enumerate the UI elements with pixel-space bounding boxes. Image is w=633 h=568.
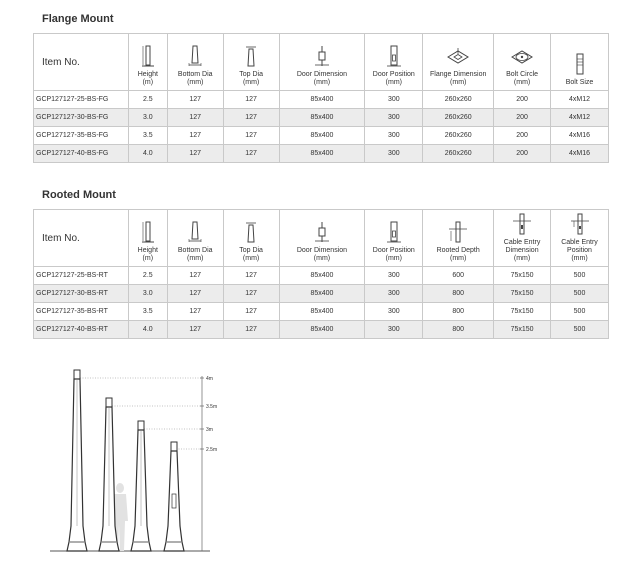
table-cell: 800 bbox=[423, 321, 494, 339]
pole-door bbox=[172, 494, 176, 508]
table-cell: 500 bbox=[551, 285, 609, 303]
col-label-line: Cable Entry bbox=[561, 239, 598, 246]
table-cell: 300 bbox=[365, 145, 423, 163]
table-cell: 4.0 bbox=[128, 145, 167, 163]
rooted-col-label bbox=[280, 247, 365, 266]
rooted-mount-title: Rooted Mount bbox=[42, 189, 116, 201]
col-label-line: Rooted Depth bbox=[436, 247, 480, 254]
rooted-col-header bbox=[279, 210, 365, 267]
table-cell: 3.5 bbox=[128, 303, 167, 321]
table-cell: 800 bbox=[423, 285, 494, 303]
table-cell: 200 bbox=[494, 145, 551, 163]
item-number-cell: GCP127127-25-BS-RT bbox=[34, 267, 129, 285]
table-cell: 75x150 bbox=[494, 321, 551, 339]
table-cell: 85x400 bbox=[279, 91, 365, 109]
height-label-2-5m: 2.5m bbox=[206, 447, 218, 453]
bottom-dia-icon bbox=[168, 45, 223, 69]
cable-entry-dimension-icon bbox=[494, 213, 550, 237]
table-cell: 75x150 bbox=[494, 285, 551, 303]
table-cell: 260x260 bbox=[423, 127, 494, 145]
col-label-line: Bottom Dia bbox=[177, 247, 213, 254]
flange-col-label bbox=[129, 71, 167, 90]
flange-col-header bbox=[223, 34, 279, 91]
table-cell: 85x400 bbox=[279, 145, 365, 163]
table-cell: 300 bbox=[365, 109, 423, 127]
rooted-col-label bbox=[365, 247, 422, 266]
flange-col-header bbox=[494, 34, 551, 91]
rooted-col-header bbox=[223, 210, 279, 267]
col-label-line: (mm) bbox=[242, 79, 260, 86]
table-cell: 4.0 bbox=[128, 321, 167, 339]
flange-dimension-icon bbox=[423, 47, 493, 69]
top-dia-icon bbox=[224, 221, 279, 245]
rooted-col-label bbox=[494, 239, 550, 266]
table-row bbox=[34, 303, 609, 321]
table-cell: 127 bbox=[223, 267, 279, 285]
table-cell: 127 bbox=[167, 145, 223, 163]
flange-col-label bbox=[365, 71, 422, 90]
flange-col-header bbox=[128, 34, 167, 91]
pole-height-icon bbox=[129, 221, 167, 245]
table-cell: 600 bbox=[423, 267, 494, 285]
rooted-col-header bbox=[423, 210, 494, 267]
height-label-4m: 4m bbox=[206, 376, 213, 382]
col-label-line: Position bbox=[567, 247, 592, 254]
rooted-col-header bbox=[494, 210, 551, 267]
item-number-cell: GCP127127-40-BS-FG bbox=[34, 145, 129, 163]
top-dia-icon bbox=[224, 45, 279, 69]
pole-3m bbox=[131, 421, 151, 551]
col-label-line: (mm) bbox=[187, 255, 204, 262]
table-cell: 85x400 bbox=[279, 267, 365, 285]
flange-col-label bbox=[224, 71, 279, 90]
table-cell: 127 bbox=[167, 321, 223, 339]
bottom-dia-icon bbox=[168, 221, 223, 245]
table-cell: 200 bbox=[494, 91, 551, 109]
col-label-line: Cable Entry bbox=[503, 239, 541, 246]
table-cell: 127 bbox=[223, 91, 279, 109]
pole-4m bbox=[67, 370, 87, 551]
col-label-line: Bottom Dia bbox=[177, 71, 213, 78]
table-cell: 127 bbox=[223, 285, 279, 303]
flange-col-header bbox=[365, 34, 423, 91]
bolt-circle-icon bbox=[494, 47, 550, 69]
table-cell: 500 bbox=[551, 303, 609, 321]
table-cell: 2.5 bbox=[128, 267, 167, 285]
table-row bbox=[34, 321, 609, 339]
col-label-line: (mm) bbox=[513, 79, 531, 86]
item-number-cell: GCP127127-35-BS-FG bbox=[34, 127, 129, 145]
pole-height-icon bbox=[129, 45, 167, 69]
col-label-line: Height bbox=[137, 71, 158, 78]
table-row bbox=[34, 145, 609, 163]
door-dimension-icon bbox=[280, 45, 365, 69]
table-cell: 3.5 bbox=[128, 127, 167, 145]
table-cell: 85x400 bbox=[279, 303, 365, 321]
table-row bbox=[34, 91, 609, 109]
table-cell: 127 bbox=[223, 303, 279, 321]
door-position-icon bbox=[365, 221, 422, 245]
table-cell: 85x400 bbox=[279, 109, 365, 127]
col-label-line: (mm) bbox=[450, 255, 467, 262]
rooted-col-label bbox=[224, 247, 279, 266]
flange-header-row bbox=[34, 34, 609, 91]
flange-col-label bbox=[494, 71, 550, 90]
item-number-cell: GCP127127-25-BS-FG bbox=[34, 91, 129, 109]
col-label-line: (m) bbox=[142, 79, 154, 86]
table-cell: 2.5 bbox=[128, 91, 167, 109]
door-dimension-icon bbox=[280, 221, 365, 245]
table-cell: 800 bbox=[423, 303, 494, 321]
item-number-cell: GCP127127-30-BS-RT bbox=[34, 285, 129, 303]
col-label-line: (mm) bbox=[450, 79, 467, 86]
table-cell: 127 bbox=[223, 127, 279, 145]
flange-col-label bbox=[280, 71, 365, 90]
table-cell: 4xM12 bbox=[551, 91, 609, 109]
flange-col-label bbox=[551, 79, 608, 90]
rooted-header-row bbox=[34, 210, 609, 267]
col-label-line: (mm) bbox=[242, 255, 260, 262]
pole-height-comparison-diagram bbox=[50, 366, 250, 558]
table-cell: 300 bbox=[365, 127, 423, 145]
col-label-line: Bolt Circle bbox=[506, 71, 539, 78]
table-cell: 75x150 bbox=[494, 267, 551, 285]
flange-mount-title: Flange Mount bbox=[42, 13, 114, 25]
col-label-line: (mm) bbox=[385, 255, 402, 262]
table-cell: 500 bbox=[551, 321, 609, 339]
flange-col-header bbox=[551, 34, 609, 91]
table-row bbox=[34, 127, 609, 145]
rooted-col-label bbox=[423, 247, 493, 266]
rooted-col-label bbox=[168, 247, 223, 266]
table-row bbox=[34, 285, 609, 303]
rooted-depth-icon bbox=[423, 221, 493, 245]
table-cell: 85x400 bbox=[279, 321, 365, 339]
table-cell: 4xM16 bbox=[551, 127, 609, 145]
height-label-3-5m: 3.5m bbox=[206, 404, 218, 410]
table-cell: 500 bbox=[551, 267, 609, 285]
table-cell: 260x260 bbox=[423, 109, 494, 127]
item-number-cell: GCP127127-40-BS-RT bbox=[34, 321, 129, 339]
item-number-cell: GCP127127-35-BS-RT bbox=[34, 303, 129, 321]
flange-col-label bbox=[423, 71, 493, 90]
rooted-col-header bbox=[551, 210, 609, 267]
col-label-line: Dimension bbox=[505, 247, 539, 254]
table-cell: 127 bbox=[223, 321, 279, 339]
table-cell: 3.0 bbox=[128, 109, 167, 127]
col-label-line: (mm) bbox=[313, 79, 331, 86]
col-label-line: Flange Dimension bbox=[429, 71, 487, 78]
table-cell: 300 bbox=[365, 303, 423, 321]
cable-entry-position-icon bbox=[551, 213, 608, 237]
table-cell: 127 bbox=[167, 91, 223, 109]
table-cell: 127 bbox=[223, 145, 279, 163]
table-cell: 260x260 bbox=[423, 91, 494, 109]
table-cell: 75x150 bbox=[494, 303, 551, 321]
flange-mount-table bbox=[33, 33, 609, 163]
flange-item-no-header: Item No. bbox=[34, 34, 129, 91]
door-position-icon bbox=[365, 45, 422, 69]
col-label-line: (mm) bbox=[385, 79, 402, 86]
table-cell: 85x400 bbox=[279, 127, 365, 145]
flange-col-header bbox=[279, 34, 365, 91]
table-cell: 4xM16 bbox=[551, 145, 609, 163]
col-label-line: (mm) bbox=[313, 255, 331, 262]
col-label-line: Door Dimension bbox=[296, 71, 348, 78]
rooted-col-header bbox=[365, 210, 423, 267]
table-cell: 127 bbox=[167, 267, 223, 285]
table-cell: 3.0 bbox=[128, 285, 167, 303]
table-cell: 4xM12 bbox=[551, 109, 609, 127]
table-cell: 300 bbox=[365, 267, 423, 285]
rooted-item-no-header: Item No. bbox=[34, 210, 129, 267]
table-cell: 200 bbox=[494, 127, 551, 145]
col-label-line: Bolt Size bbox=[565, 79, 594, 86]
rooted-col-label bbox=[129, 247, 167, 266]
pole-2-5m bbox=[164, 442, 184, 551]
table-cell: 127 bbox=[167, 285, 223, 303]
table-cell: 127 bbox=[167, 109, 223, 127]
table-cell: 127 bbox=[167, 303, 223, 321]
table-cell: 85x400 bbox=[279, 285, 365, 303]
table-cell: 300 bbox=[365, 91, 423, 109]
col-label-line: (mm) bbox=[187, 79, 204, 86]
table-cell: 127 bbox=[167, 127, 223, 145]
rooted-mount-table bbox=[33, 209, 609, 339]
bolt-size-icon bbox=[551, 53, 608, 77]
col-label-line: Door Dimension bbox=[296, 247, 348, 254]
rooted-col-header bbox=[167, 210, 223, 267]
col-label-line: Door Position bbox=[372, 71, 415, 78]
col-label-line: (mm) bbox=[571, 255, 588, 262]
col-label-line: Height bbox=[137, 247, 158, 254]
col-label-line: Top Dia bbox=[239, 71, 263, 78]
flange-col-header bbox=[423, 34, 494, 91]
flange-col-header bbox=[167, 34, 223, 91]
item-number-cell: GCP127127-30-BS-FG bbox=[34, 109, 129, 127]
table-cell: 200 bbox=[494, 109, 551, 127]
table-row bbox=[34, 109, 609, 127]
col-label-line: (m) bbox=[142, 255, 154, 262]
table-cell: 260x260 bbox=[423, 145, 494, 163]
table-cell: 300 bbox=[365, 321, 423, 339]
table-row bbox=[34, 267, 609, 285]
col-label-line: Top Dia bbox=[239, 247, 263, 254]
table-cell: 127 bbox=[223, 109, 279, 127]
col-label-line: Door Position bbox=[372, 247, 415, 254]
rooted-col-header bbox=[128, 210, 167, 267]
height-label-3m: 3m bbox=[206, 427, 213, 433]
rooted-col-label bbox=[551, 239, 608, 266]
col-label-line: (mm) bbox=[513, 255, 531, 262]
flange-col-label bbox=[168, 71, 223, 90]
table-cell: 300 bbox=[365, 285, 423, 303]
